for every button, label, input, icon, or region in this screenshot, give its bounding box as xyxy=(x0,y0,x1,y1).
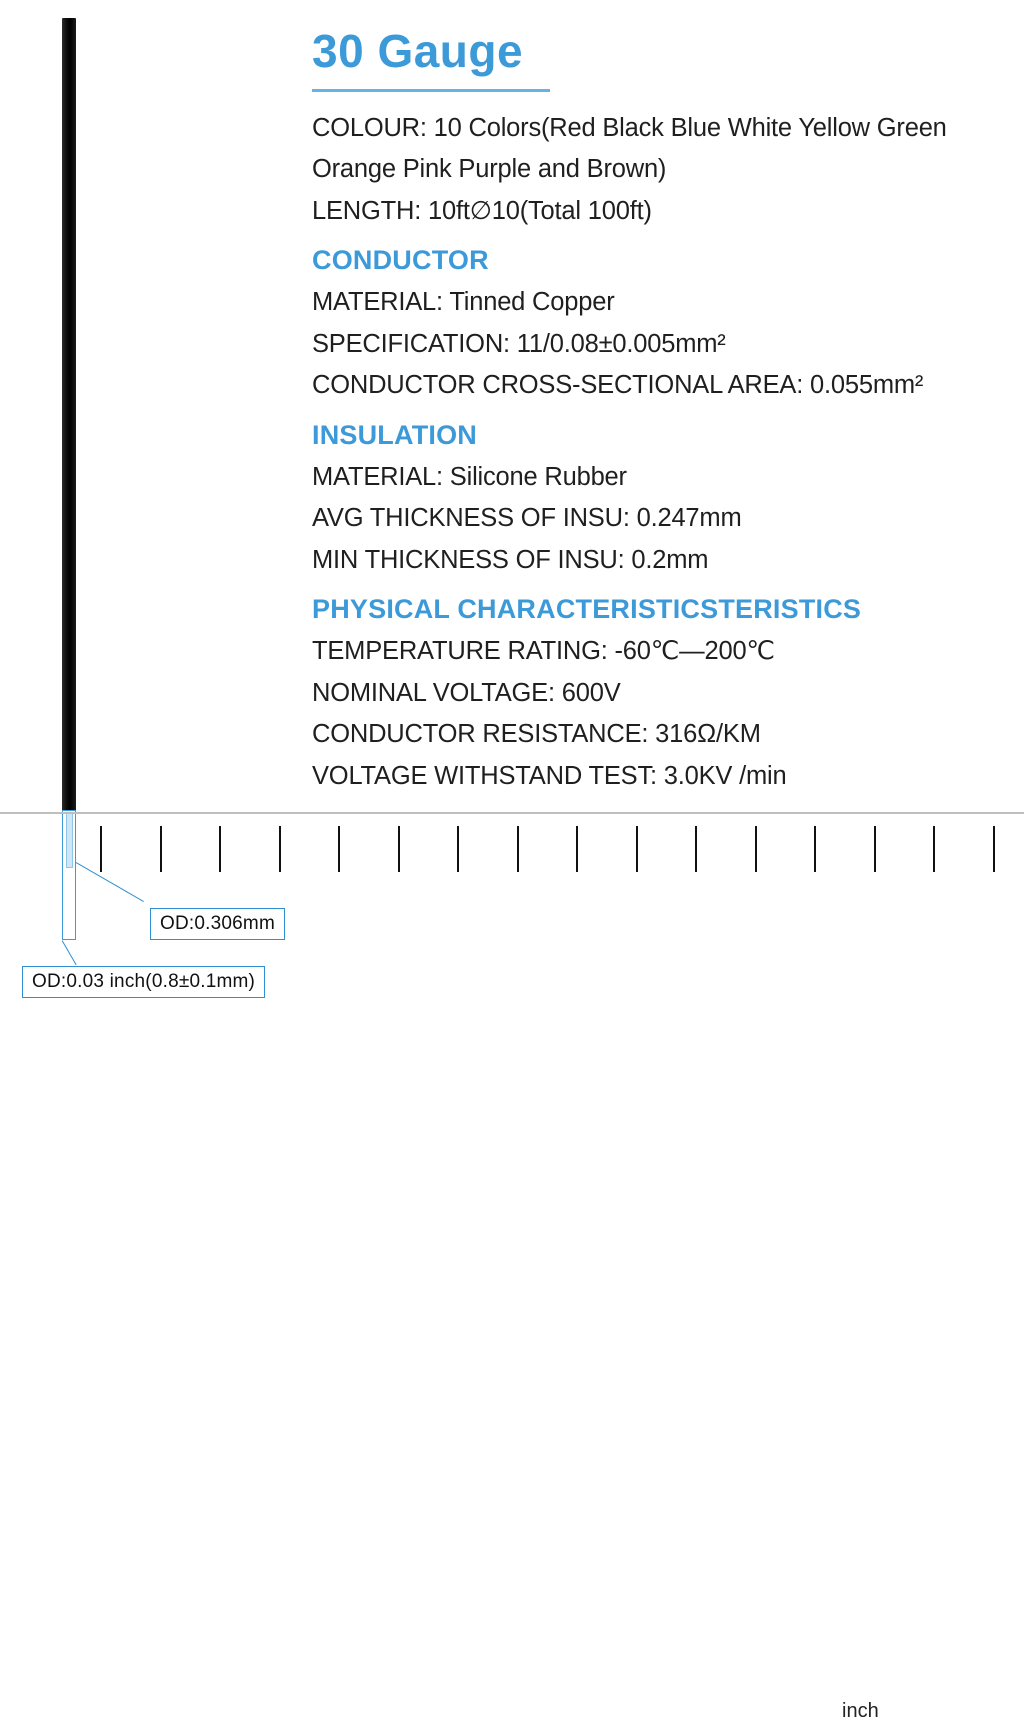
ruler-tick xyxy=(457,826,459,872)
ruler-baseline xyxy=(0,812,1024,814)
specification-panel xyxy=(312,26,1012,799)
section-heading-physical: PHYSICAL CHARACTERISTICSTERISTICS xyxy=(312,594,862,625)
spec-line-conductor-material: MATERIAL: Tinned Copper xyxy=(312,288,615,317)
spec-line-insulation-min-thickness: MIN THICKNESS OF INSU: 0.2mm xyxy=(312,545,709,574)
section-insulation xyxy=(312,415,1012,582)
ruler-tick xyxy=(874,826,876,872)
section-heading-conductor: CONDUCTOR xyxy=(312,245,489,276)
ruler-tick xyxy=(279,826,281,872)
ruler-tick xyxy=(933,826,935,872)
ruler-tick xyxy=(814,826,816,872)
ruler-tick xyxy=(100,826,102,872)
ruler-unit-label: inch xyxy=(842,1700,879,1722)
ruler-tick xyxy=(695,826,697,872)
spec-line-insulation-material: MATERIAL: Silicone Rubber xyxy=(312,462,627,491)
wire-black-jacket xyxy=(62,18,76,813)
title-underline-rule xyxy=(312,89,550,92)
ruler-tick xyxy=(219,826,221,872)
ruler-tick xyxy=(576,826,578,872)
callout-outer-diameter-inch: OD:0.03 inch(0.8±0.1mm) xyxy=(22,966,265,998)
spec-line-voltage-withstand-test: VOLTAGE WITHSTAND TEST: 3.0KV /min xyxy=(312,761,787,790)
section-physical-characteristics xyxy=(312,589,1012,797)
ruler-tick xyxy=(517,826,519,872)
spec-line-temperature-rating: TEMPERATURE RATING: -60℃—200℃ xyxy=(312,637,775,666)
spec-line-insulation-avg-thickness: AVG THICKNESS OF INSU: 0.247mm xyxy=(312,504,742,533)
page-title: 30 Gauge xyxy=(312,25,524,77)
ruler-tick xyxy=(338,826,340,872)
ruler-tick xyxy=(993,826,995,872)
ruler-scale xyxy=(0,812,1024,1722)
ruler-tick xyxy=(755,826,757,872)
intro-block xyxy=(312,108,1012,233)
spec-line-nominal-voltage: NOMINAL VOLTAGE: 600V xyxy=(312,678,621,707)
spec-line-conductor-cross-section: CONDUCTOR CROSS-SECTIONAL AREA: 0.055mm² xyxy=(312,371,924,400)
spec-line-length: LENGTH: 10ft∅10(Total 100ft) xyxy=(312,196,652,225)
section-heading-insulation: INSULATION xyxy=(312,419,477,450)
spec-line-colour: COLOUR: 10 Colors(Red Black Blue White Yellow Green Orange Pink Purple and Brown) xyxy=(312,113,947,184)
ruler-tick xyxy=(636,826,638,872)
section-conductor xyxy=(312,240,1012,407)
spec-line-conductor-resistance: CONDUCTOR RESISTANCE: 316Ω/KM xyxy=(312,720,761,749)
ruler-tick xyxy=(398,826,400,872)
ruler-tick xyxy=(160,826,162,872)
callout-outer-diameter-mm: OD:0.306mm xyxy=(150,908,285,940)
spec-line-conductor-specification: SPECIFICATION: 11/0.08±0.005mm² xyxy=(312,329,726,358)
